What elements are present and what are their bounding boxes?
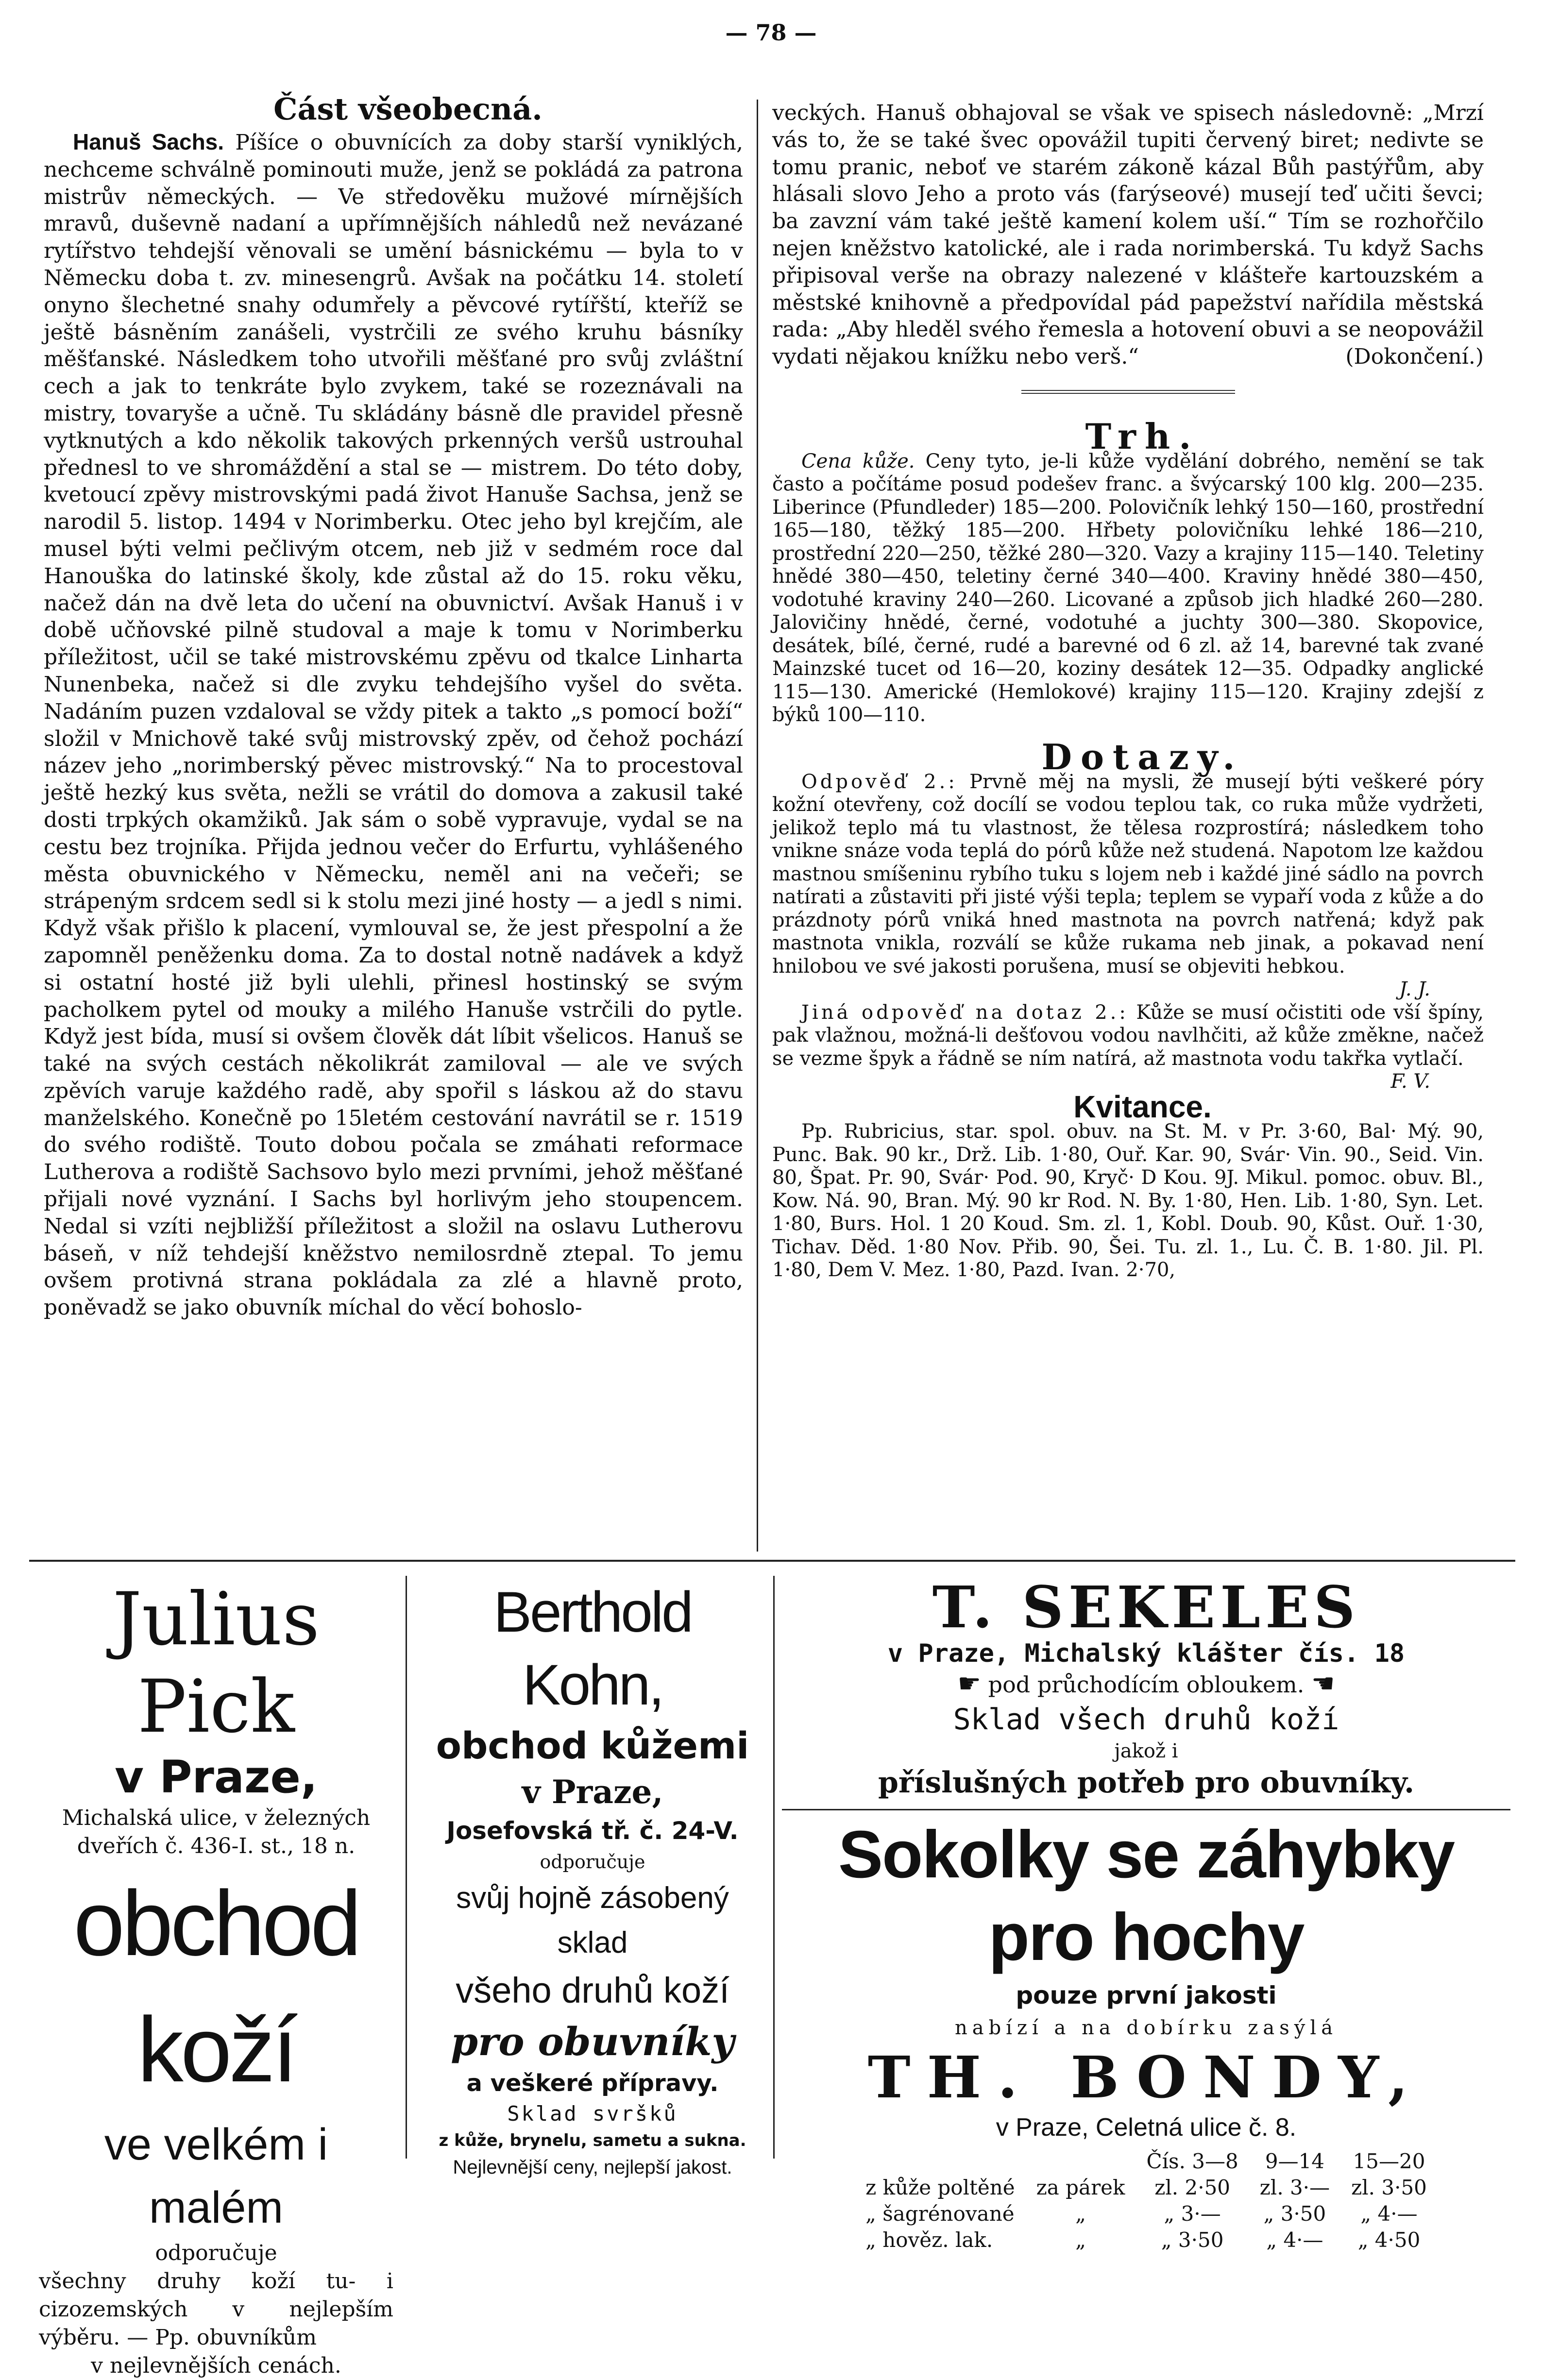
- ad-kohn-warehouse: Sklad svršků: [507, 2102, 678, 2126]
- pointing-hand-left-icon: ☚: [1311, 1668, 1335, 1699]
- price-row-label: „ šagrénované: [865, 2202, 1015, 2226]
- ad-bondy-headline: Sokolky se záhybky pro hochy: [838, 1817, 1454, 1975]
- market-text: Ceny tyto, je-li kůže vydělání dobrého, nemění se tak často a počítáme posud podešev franc. a švýcarský 100 klg. 200—235. Liberince (Pfundleder) 185—200. Polovičník lehký 150—160, prostřední 165—180, těžký 185—200. Hřbety polovičníku lehké 186—210, prostřední 220—250, těžké 280—320. Vazy a krajiny 115—140. Teletiny hnědé 380—450, teletiny černé 340—400. Kraviny hnědé 380—450, vodotuhé kraviny 240—260. Licované a způsob jich hladké 260—280. Jalovičiny hnědé, černé, vodotuhé a juchty 300—380. Skopovice, desátek, bílé, černé, rudé a barevné od 6 zl. až 14, barevné tak zvané Mainzské tucet od 16—20, koziny desátek 12—35. Odpadky anglické 115—130. Americké (Hemlokové) krajiny 115—120. Krajiny zdejší z býků 100—110.: [772, 450, 1484, 726]
- ad-kohn-address: Josefovská tř. č. 24-V.: [446, 1817, 739, 1845]
- price-cell: zl. 3·50: [1351, 2176, 1427, 2199]
- ad-kohn-recommends: odporučuje: [540, 1851, 645, 1873]
- price-cell: „ 4·—: [1360, 2202, 1418, 2226]
- ad-berthold-kohn: [418, 1576, 767, 2182]
- ad-bondy-name: TH. BONDY,: [867, 2043, 1425, 2111]
- answer-2-lead: Jiná odpověď na dotaz 2.:: [801, 1001, 1129, 1024]
- ad-pick-offer: všechny druhy koží tu- i cizozemských v nejlepším výběru. — Pp. obuvníkům: [39, 2269, 393, 2350]
- article-body: Píšíce o obuvnících za doby starší vyniklých, nechceme schválně pominouti muže, jenž se pokládá za patrona mistrův německých. — Ve středověku mužové mírnějších mravů, duševně nadaní a upřímnějších náhledů než nevázané rytířstvo tehdejší věnovali se umění básnickému — byla to v Německu doba t. zv. minesengrů. Avšak na počátku 14. století onyno šlechetné snahy odumřely a pěvcové rytířští, kteříž se ještě básněním zanášeli, vystrčili ze svého kruhu básníky měšťanské. Následkem toho utvořili měšťané pro svůj zvláštní cech a jak to tenkráte bylo zvykem, také se rozeznávali na mistry, tovaryše a učně. Tu skládány básně dle pravidel přesně vytknutých a kdo několik takových prkenných veršů ustrouhal přednesl to ve shromáždění a stal se — mistrem. Do této doby, kvetoucí zpěvy mistrovskými padá život Hanuše Sachsa, jenž se narodil 5. listop. 1494 v Norimberku. Otec jeho byl krejčím, ale musel býti velmi pečlivým otcem, neb již v sedmém roce dal Hanouška do latinské školy, kde zůstal až do 15. roku věku, načež dán na dvě leta do učení na obuvnictví. Avšak Hanuš i v době učňovské pilně studoval a maje k tomu v Norimberku příležitost, učil se také mistrovskému zpěvu od tkalce Linharta Nunenbeka, načež si dle zvyku tehdejšího vyšel do světa. Nadáním puzen vzdaloval se vždy pitek a takto „s pomocí boží“ složil v Mnichově také svůj mistrovský zpěv, od čehož pochází název jeho „norimberský pěvec mistrovský.“ Na to procestoval ještě hezký kus světa, nežli se vrátil do domova a zakusil také dosti trpkých okamžiků. Jak sám o sobě vypravuje, vydal se na cestu bez trojníka. Přijda jednou večer do Erfurtu, vyhlášeného města obuvnického v Německu, neměl ani na večeři; se strápeným srdcem sedl si k stolu mezi jiné hosty — a jedl s nimi. Když však přišlo k placení, vymlouval se, že jest přespolní a že zapomněl peněženku doma. Za to dostal notně nadávek a když si ostatní hosté již byli ulehli, přinesl hostinský se svým pacholkem pytel od mouky a milého Hanuše vstrčili do pytle. Když jest bída, musí si ovšem člověk dát líbit všelicos. Hanuš se také na svých cestách několikrát zamiloval — ale ve svých zpěvích varuje každého radě, aby spořil s láskou až do stavu manželského. Konečně po 15letém cestování navrátil se r. 1519 do svého rodiště. Touto dobou počala se zmáhati reformace Lutherova a rodiště Sachsovo bylo mezi prvními, jehož měšťané přijali nové vyznání. I Sachs byl horlivým jeho stoupencem. Nedal si vzíti nejbližší příležitost a složil na oslavu Lutherovu báseň, v níž tehdejší kněžstvo nemilosrdně ztepal. To jemu ovšem protivná strana pokládala za zlé a hlavně proto, poněvadž se jako obuvník míchal do věcí bohoslo-: [44, 130, 743, 1320]
- price-row: [855, 2175, 1438, 2201]
- answer-2: [772, 1001, 1484, 1071]
- article-lead: Hanuš Sachs.: [73, 129, 224, 154]
- ad-kohn-slogan: Nejlevnější ceny, nejlepší jakost.: [453, 2157, 732, 2178]
- left-column: [44, 90, 743, 1321]
- ad-pick-trade: obchod koží: [73, 1872, 359, 2101]
- ad-kohn-stock: svůj hojně zásobený sklad: [456, 1881, 729, 1959]
- price-cell: „ 4·—: [1266, 2228, 1323, 2252]
- ad-pick-address: Michalská ulice, v železných dveřích č. 436-I. st., 18 n.: [62, 1806, 371, 1858]
- ad-pick-recommends: odporučuje: [155, 2241, 277, 2265]
- answer-2-signature: F. V.: [1390, 1070, 1430, 1093]
- section-title-trh: Trh.: [1085, 415, 1200, 457]
- ad-bondy-quality: pouze první jakosti: [1016, 1981, 1277, 2009]
- receipts: [772, 1120, 1484, 1282]
- answer-1-signature: J. J.: [1399, 978, 1430, 1001]
- ad-kohn-for: pro obuvníky: [451, 2019, 734, 2064]
- column-divider: [757, 100, 758, 1552]
- ad-separator-2: [773, 1576, 775, 2159]
- ad-bondy-price-table: [855, 2148, 1438, 2253]
- price-cell: zl. 2·50: [1154, 2176, 1231, 2199]
- ad-kohn-city: v Praze,: [522, 1773, 663, 1811]
- ad-sekeles-passage-line: [782, 1668, 1510, 1700]
- ad-sekeles-supplies: příslušných potřeb pro obuvníky.: [878, 1766, 1414, 1800]
- size-col-1: Čís. 3—8: [1146, 2149, 1238, 2173]
- ads-divider: [29, 1560, 1515, 1562]
- pointing-hand-icon: ☛: [957, 1668, 981, 1699]
- price-cell: „ 4·50: [1357, 2228, 1421, 2252]
- size-col-3: 15—20: [1353, 2149, 1425, 2173]
- page-number: — 78 —: [725, 19, 817, 46]
- price-row-unit: „: [1075, 2202, 1086, 2226]
- answer-2-text: Kůže se musí očistiti ode vší špíny, pak vlažnou, možná-li dešťovou vodou navlhčiti, až kůže změkne, načež se vezme špyk a řádně se ním natírá, až mastnota vodu takřka vytlačí.: [772, 1001, 1484, 1070]
- ad-julius-pick: [39, 1576, 393, 2380]
- right-column: [772, 100, 1484, 1282]
- price-header-row: [855, 2148, 1438, 2175]
- article-hanus-sachs: [44, 129, 743, 1321]
- ad-sekeles-name: T. SEKELES: [932, 1573, 1360, 1641]
- continuation-text: veckých. Hanuš obhajoval se však ve spisech následovně: „Mrzí vás to, že se také švec opovážil tupiti červený biret; nedivte se tomu pranic, neboť ve starém zákoně kázal Bůh pastýřům, aby hlásali slovo Jeho a proto vás (farýseové) musejí teď učiti ševci; ba zavzní vám také ještě kamení kolem uší.“ Tím se rozhořčilo nejen kněžstvo katolické, ale i rada norimberská. Tu když Sachs připisoval verše na obrazy nalezené v klášteře kartouzském a městské knihovně a předpovídal pád papežství nařídila městská rada: „Aby hleděl svého řemesla a hotovení obuvi a se neopovážil vydati nějakou knížku nebo verš.“: [772, 101, 1484, 370]
- price-cell: „ 3·—: [1164, 2202, 1221, 2226]
- ad3-divider: [782, 1809, 1510, 1810]
- price-cell: „ 3·50: [1161, 2228, 1224, 2252]
- ad-kohn-materials: z kůže, brynelu, sametu a sukna.: [439, 2131, 746, 2150]
- ad-sekeles-passage: pod průchodícím obloukem.: [988, 1671, 1305, 1698]
- ad-bondy-offer: nabízí a na dobírku zasýlá: [954, 2017, 1338, 2039]
- price-cell: zl. 3·—: [1259, 2176, 1330, 2199]
- section-divider: [1021, 390, 1235, 394]
- continued-note: (Dokončení.): [1345, 344, 1484, 370]
- price-row-label: „ hověz. lak.: [865, 2228, 993, 2252]
- market-lead: Cena kůže.: [801, 450, 915, 473]
- size-col-2: 9—14: [1265, 2149, 1325, 2173]
- ad-kohn-name: Berthold Kohn,: [493, 1580, 692, 1717]
- ad-pick-scale: ve velkém i malém: [104, 2120, 328, 2232]
- receipts-text: Pp. Rubricius, star. spol. obuv. na St. M. v Pr. 3·60, Bal· Mý. 90, Punc. Bak. 90 kr., Drž. Lib. 1·80, Ouř. Kar. 90, Svár· Vin. 90., Seid. Vin. 80, Špat. Pr. 90, Svár· Pod. 90, Kryč· D Kou. 9J. Mikul. pomoc. obuv. Bl., Kow. Ná. 90, Bran. Mý. 90 kr Rod. N. By. 1·80, Hen. Lib. 1·80, Syn. Let. 1·80, Burs. Hol. 1 20 Koud. Sm. zl. 1, Kobl. Doub. 90, Kůst. Ouř. 1·30, Tichav. Děd. 1·80 Nov. Přib. 90, Šei. Tu. zl. 1., Lu. Č. B. 1·80. Jil. Pl. 1·80, Dem V. Mez. 1·80, Pazd. Ivan. 2·70,: [772, 1120, 1484, 1282]
- ad-bondy-address: v Praze, Celetná ulice č. 8.: [996, 2113, 1297, 2142]
- ad-sekeles-address: v Praze, Michalský klášter čís. 18: [887, 1639, 1405, 1668]
- price-row-label: z kůže poltěné: [865, 2176, 1015, 2199]
- section-title-kvitance: Kvitance.: [1073, 1089, 1212, 1124]
- ad-pick-name: Julius Pick: [112, 1577, 320, 1749]
- article-continuation: [772, 100, 1484, 371]
- ad-separator-1: [406, 1576, 407, 2159]
- ad-pick-price: v nejlevnějších cenách.: [91, 2353, 341, 2378]
- section-title-general: Část všeobecná.: [273, 91, 542, 127]
- ad-kohn-trade: obchod kůžemi: [436, 1724, 749, 1767]
- ad-kohn-kinds: všeho druhů koží: [456, 1970, 729, 2010]
- answer-1-text: Prvně měj na mysli, že musejí býti veškeré póry kožní otevřeny, což docílí se vodou teplou tak, co ruka může vydržeti, jelikož teplo má tu vlastnost, že tělesa rozprostírá; následkem toho vnikne snáze voda teplá do pórů kůže než studená. Napotom lze každou mastnou smíšeninu rybího tuku s lojem neb i každé jiné sádlo na povrch natírati a zůstaviti při jisté výši tepla; teplem se vypaří voda z kůže a do prázdnoty pórů vniká hned mastnota na povrch natřená; když pak mastnota vnikla, rozválí se kůže rukama neb jinak, a pokavad není hnilobou ve své jakosti porušena, musí se objeviti hebkou.: [772, 770, 1484, 978]
- price-row: [855, 2201, 1438, 2227]
- ad-pick-city: v Praze,: [115, 1751, 318, 1803]
- questions: [772, 771, 1484, 1094]
- answer-1: [772, 771, 1484, 979]
- price-row: [855, 2227, 1438, 2253]
- price-cell: „ 3·50: [1263, 2202, 1326, 2226]
- ad-sekeles-and: jakož i: [1114, 1740, 1178, 1762]
- answer-1-lead: Odpověď 2.:: [801, 770, 958, 793]
- ad-sekeles-warehouse: Sklad všech druhů koží: [953, 1703, 1339, 1737]
- market-prices: [772, 450, 1484, 727]
- price-row-unit: za párek: [1036, 2176, 1125, 2199]
- section-title-dotazy: Dotazy.: [1041, 736, 1244, 777]
- price-row-unit: „: [1075, 2228, 1086, 2252]
- ad-sekeles-bondy: [782, 1573, 1510, 2253]
- market-paragraph: [772, 450, 1484, 727]
- ad-kohn-also: a veškeré přípravy.: [466, 2070, 719, 2097]
